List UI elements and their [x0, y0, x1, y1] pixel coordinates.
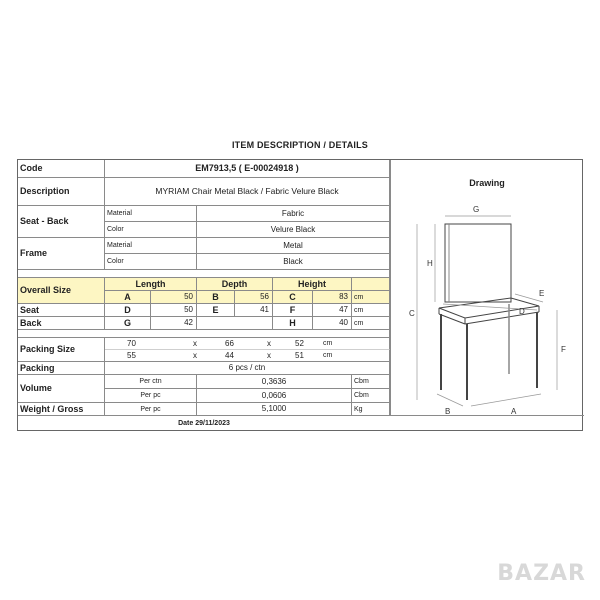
packing-2-width: 44 — [225, 350, 234, 360]
packing-size-row-2 — [105, 350, 390, 362]
label-d: D — [519, 307, 525, 316]
seat-back-label: Seat - Back — [18, 206, 105, 238]
seat-back-material: Fabric — [197, 206, 390, 222]
packing-2-unit: cm — [323, 352, 333, 359]
overall-a-letter: A — [105, 291, 151, 304]
overall-c-value: 83 — [313, 291, 352, 304]
back-h-letter: H — [273, 317, 313, 330]
weight-unit: Kg — [352, 403, 390, 416]
overall-a-value: 50 — [151, 291, 197, 304]
packing-size-row-1 — [105, 338, 390, 350]
seat-f-value: 47 — [313, 304, 352, 317]
weight-value: 5,1000 — [197, 403, 352, 416]
packing-1-unit: cm — [323, 340, 333, 347]
frame-material: Metal — [197, 238, 390, 254]
frame-color: Black — [197, 254, 390, 270]
label-c: C — [409, 309, 415, 318]
packing-label: Packing — [18, 362, 105, 375]
packing-1-x1: x — [193, 338, 197, 348]
back-unit: cm — [352, 317, 390, 330]
seat-e-letter: E — [197, 304, 235, 317]
seat-f-letter: F — [273, 304, 313, 317]
label-g: G — [473, 205, 480, 214]
volume-unit-2: Cbm — [352, 389, 390, 403]
label-a: A — [511, 407, 517, 416]
depth-header: Depth — [197, 278, 273, 291]
back-empty-cell — [197, 317, 273, 330]
frame-material-label: Material — [105, 238, 197, 254]
spacer-row-2 — [18, 330, 390, 338]
packing-2-x1: x — [193, 350, 197, 360]
packing-1-height: 52 — [295, 338, 304, 348]
seat-back-material-label: Material — [105, 206, 197, 222]
spacer-row — [18, 270, 390, 278]
volume-label: Volume — [18, 375, 105, 403]
overall-b-value: 56 — [235, 291, 273, 304]
volume-per-ctn-label: Per ctn — [105, 375, 197, 389]
page-title: ITEM DESCRIPTION / DETAILS — [231, 140, 369, 150]
description-value: MYRIAM Chair Metal Black / Fabric Velure Black — [105, 178, 390, 206]
item-details-sheet — [17, 159, 583, 431]
unit-header — [352, 278, 390, 291]
seat-e-value: 41 — [235, 304, 273, 317]
seat-back-color: Velure Black — [197, 222, 390, 238]
label-b: B — [445, 407, 451, 416]
drawing-title: Drawing — [469, 178, 505, 188]
seat-back-color-label: Color — [105, 222, 197, 238]
packing-2-height: 51 — [295, 350, 304, 360]
date-footer: Date 29/11/2023 — [178, 419, 230, 427]
overall-unit: cm — [352, 291, 390, 304]
watermark-logo: BAZAR — [497, 561, 586, 586]
volume-per-pc-label: Per pc — [105, 389, 197, 403]
back-g-letter: G — [105, 317, 151, 330]
seat-d-value: 50 — [151, 304, 197, 317]
overall-c-letter: C — [273, 291, 313, 304]
frame-color-label: Color — [105, 254, 197, 270]
packing-1-x2: x — [267, 338, 271, 348]
overall-size-label: Overall Size — [18, 278, 105, 304]
label-e: E — [539, 289, 545, 298]
seat-d-letter: D — [105, 304, 151, 317]
description-label: Description — [18, 178, 105, 206]
height-header: Height — [273, 278, 352, 291]
label-h: H — [427, 259, 433, 268]
seat-unit: cm — [352, 304, 390, 317]
back-h-value: 40 — [313, 317, 352, 330]
code-value: EM7913,5 ( E-00024918 ) — [105, 160, 390, 178]
overall-b-letter: B — [197, 291, 235, 304]
packing-2-x2: x — [267, 350, 271, 360]
volume-unit-1: Cbm — [352, 375, 390, 389]
back-dims-label: Back — [18, 317, 105, 330]
chair-drawing — [391, 194, 583, 416]
weight-per-pc-label: Per pc — [105, 403, 197, 416]
frame-label: Frame — [18, 238, 105, 270]
volume-per-ctn: 0,3636 — [197, 375, 352, 389]
packing-1-length: 70 — [127, 338, 136, 348]
packing-value: 6 pcs / ctn — [105, 362, 390, 375]
seat-dims-label: Seat — [18, 304, 105, 317]
packing-1-width: 66 — [225, 338, 234, 348]
back-g-value: 42 — [151, 317, 197, 330]
volume-per-pc: 0,0606 — [197, 389, 352, 403]
packing-2-length: 55 — [127, 350, 136, 360]
length-header: Length — [105, 278, 197, 291]
weight-label: Weight / Gross — [18, 403, 105, 416]
packing-size-label: Packing Size — [18, 338, 105, 362]
label-f: F — [561, 345, 566, 354]
code-label: Code — [18, 160, 105, 178]
